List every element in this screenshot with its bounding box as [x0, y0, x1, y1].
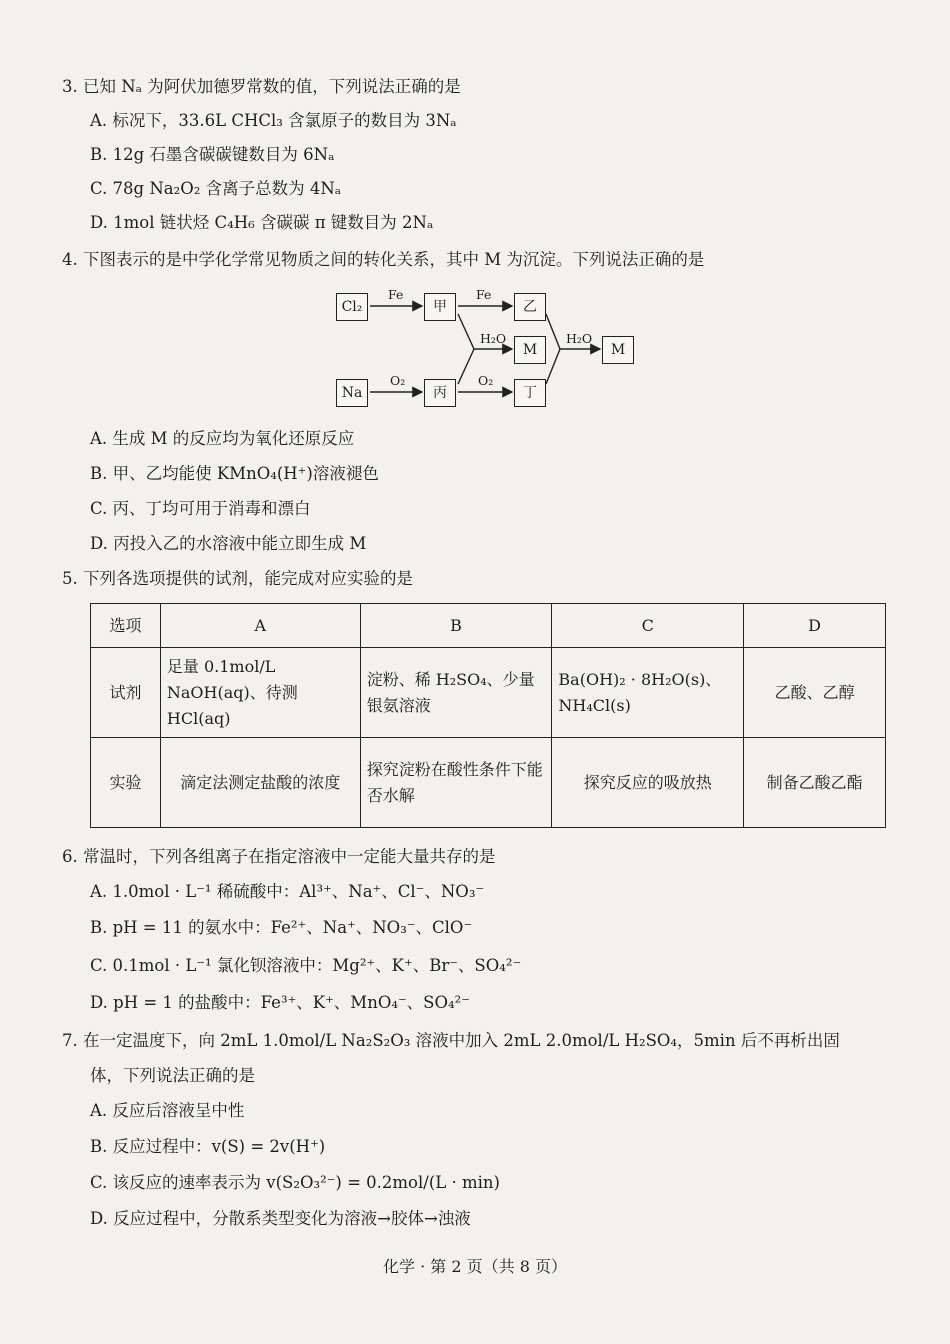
table-cell: 乙酸、乙醇: [744, 648, 886, 738]
q3-option-c: C. 78g Na₂O₂ 含离子总数为 4Nₐ: [90, 179, 342, 198]
q7-option-b: B. 反应过程中：v(S) = 2v(H⁺): [90, 1137, 326, 1156]
row-label: 试剂: [91, 648, 161, 738]
table-header-cell: C: [552, 604, 744, 648]
q7-option-a: A. 反应后溶液呈中性: [90, 1101, 245, 1120]
table-row-experiments: [91, 738, 886, 828]
q7-stem-line2: 体，下列说法正确的是: [90, 1066, 255, 1085]
q5-stem: 5. 下列各选项提供的试剂，能完成对应实验的是: [62, 569, 413, 588]
label-o2-1: O₂: [390, 373, 406, 388]
diagram-arrows: [330, 284, 640, 414]
q6-option-d: D. pH = 1 的盐酸中：Fe³⁺、K⁺、MnO₄⁻、SO₄²⁻: [90, 993, 470, 1012]
q6-stem: 6. 常温时，下列各组离子在指定溶液中一定能大量共存的是: [62, 847, 496, 866]
table-header-row: [91, 604, 886, 648]
table-cell: 滴定法测定盐酸的浓度: [160, 738, 360, 828]
q4-option-a: A. 生成 M 的反应均为氧化还原反应: [90, 429, 355, 448]
table-header-cell: D: [744, 604, 886, 648]
box-yi: 乙: [514, 293, 546, 321]
q6-option-a: A. 1.0mol · L⁻¹ 稀硫酸中：Al³⁺、Na⁺、Cl⁻、NO₃⁻: [90, 882, 485, 901]
label-fe-1: Fe: [388, 287, 404, 302]
table-cell: 淀粉、稀 H₂SO₄、少量银氨溶液: [360, 648, 552, 738]
box-bing: 丙: [424, 379, 456, 407]
box-m-right: M: [602, 336, 634, 364]
q3-stem: 3. 已知 Nₐ 为阿伏加德罗常数的值，下列说法正确的是: [62, 77, 461, 96]
arrow-bing-to-m: [458, 349, 474, 384]
q7-option-c: C. 该反应的速率表示为 v(S₂O₃²⁻) = 0.2mol/(L · min): [90, 1173, 500, 1192]
row-label: 实验: [91, 738, 161, 828]
q6-option-c: C. 0.1mol · L⁻¹ 氯化钡溶液中：Mg²⁺、K⁺、Br⁻、SO₄²⁻: [90, 956, 522, 975]
table-header-cell: B: [360, 604, 552, 648]
q7-option-d: D. 反应过程中，分散系类型变化为溶液→胶体→浊液: [90, 1209, 471, 1228]
label-h2o-1: H₂O: [480, 331, 507, 346]
box-jia: 甲: [424, 293, 456, 321]
q5-table: [90, 603, 886, 828]
q3-option-b: B. 12g 石墨含碳碳键数目为 6Nₐ: [90, 145, 335, 164]
box-m-middle: M: [514, 336, 546, 364]
box-na: Na: [336, 379, 368, 407]
q4-option-c: C. 丙、丁均可用于消毒和漂白: [90, 499, 311, 518]
box-cl2: Cl₂: [336, 293, 368, 321]
q7-stem-line1: 7. 在一定温度下，向 2mL 1.0mol/L Na₂S₂O₃ 溶液中加入 2mL 2.0mol/L H₂SO₄，5min 后不再析出固: [62, 1031, 840, 1050]
table-cell: Ba(OH)₂ · 8H₂O(s)、NH₄Cl(s): [552, 648, 744, 738]
page-footer: 化学 · 第 2 页（共 8 页）: [383, 1257, 567, 1276]
table-cell: 探究反应的吸放热: [552, 738, 744, 828]
q3-option-d: D. 1mol 链状烃 C₄H₆ 含碳碳 π 键数目为 2Nₐ: [90, 213, 434, 232]
q3-option-a: A. 标况下，33.6L CHCl₃ 含氯原子的数目为 3Nₐ: [90, 111, 457, 130]
table-row-reagents: [91, 648, 886, 738]
box-ding: 丁: [514, 379, 546, 407]
q4-conversion-diagram: [330, 284, 640, 414]
label-o2-2: O₂: [478, 373, 494, 388]
table-cell: 探究淀粉在酸性条件下能否水解: [360, 738, 552, 828]
table-header-cell: A: [160, 604, 360, 648]
arrow-ding-to-m: [546, 349, 560, 384]
table-cell: 足量 0.1mol/L NaOH(aq)、待测 HCl(aq): [160, 648, 360, 738]
label-h2o-2: H₂O: [566, 331, 593, 346]
q6-option-b: B. pH = 11 的氨水中：Fe²⁺、Na⁺、NO₃⁻、ClO⁻: [90, 918, 473, 937]
table-header-cell: 选项: [91, 604, 161, 648]
q4-option-d: D. 丙投入乙的水溶液中能立即生成 M: [90, 534, 367, 553]
q4-stem: 4. 下图表示的是中学化学常见物质之间的转化关系，其中 M 为沉淀。下列说法正确的是: [62, 250, 705, 269]
table-cell: 制备乙酸乙酯: [744, 738, 886, 828]
label-fe-2: Fe: [476, 287, 492, 302]
q4-option-b: B. 甲、乙均能使 KMnO₄(H⁺)溶液褪色: [90, 464, 379, 483]
